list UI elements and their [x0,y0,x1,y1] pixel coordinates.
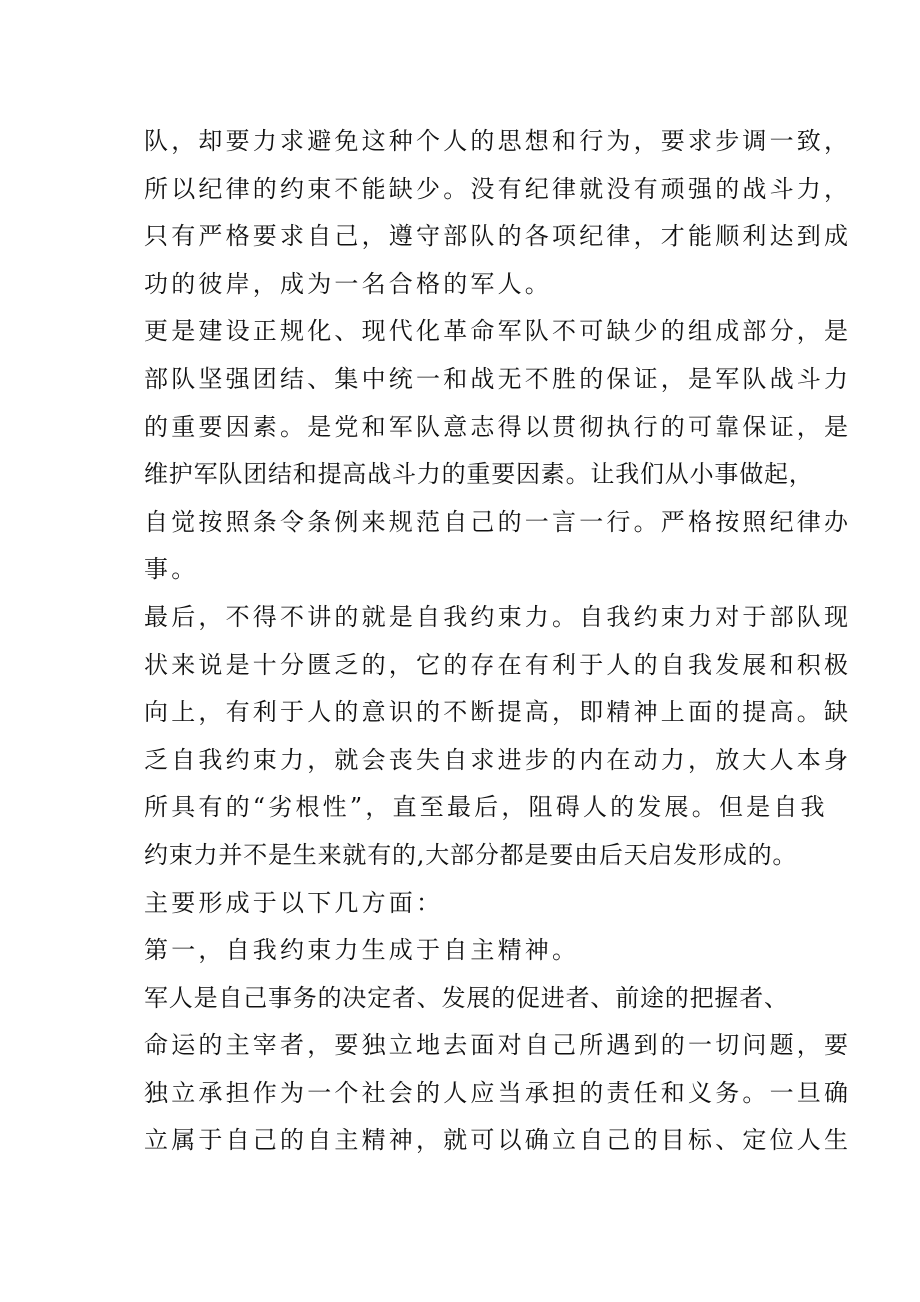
text-line: 向上，有利于人的意识的不断提高，即精神上面的提高。缺 [144,698,852,727]
text-line: 事。 [144,555,199,584]
text-line: 功的彼岸，成为一名合格的军人。 [144,269,552,298]
text-line: 命运的主宰者，要独立地去面对自己所遇到的一切问题，要 [144,1031,852,1060]
text-line: 第一，自我约束力生成于自主精神。 [144,936,580,965]
text-line: 部队坚强团结、集中统一和战无不胜的保证，是军队战斗力 [144,364,852,393]
text-line: 队，却要力求避免这种个人的思想和行为，要求步调一致， [144,127,852,155]
text-line: 约束力并不是生来就有的,大部分都是要由后天启发形成的。 [144,840,798,869]
text-line: 军人是自己事务的决定者、发展的促进者、前途的把握者、 [144,983,789,1012]
text-line: 所具有的“劣根性”，直至最后，阻碍人的发展。但是自我 [144,793,828,822]
text-line: 最后，不得不讲的就是自我约束力。自我约束力对于部队现 [144,602,852,631]
text-line: 更是建设正规化、现代化革命军队不可缺少的组成部分，是 [144,317,852,346]
text-line: 乏自我约束力，就会丧失自求进步的内在动力，放大人本身 [144,745,852,774]
text-line: 状来说是十分匮乏的，它的存在有利于人的自我发展和积极 [144,650,852,679]
text-line: 主要形成于以下几方面： [144,888,444,917]
text-line: 立属于自己的自主精神，就可以确立自己的目标、定位人生 [144,1126,852,1155]
text-line: 的重要因素。是党和军队意志得以贯彻执行的可靠保证，是 [144,412,852,441]
document-body [144,118,852,1165]
text-line: 所以纪律的约束不能缺少。没有纪律就没有顽强的战斗力， [144,174,852,203]
text-line: 独立承担作为一个社会的人应当承担的责任和义务。一旦确 [144,1078,852,1107]
text-line: 只有严格要求自己，遵守部队的各项纪律，才能顺利达到成 [144,222,852,251]
text-line: 自觉按照条令条例来规范自己的一言一行。严格按照纪律办 [144,507,852,536]
text-line: 维护军队团结和提高战斗力的重要因素。让我们从小事做起， [144,460,814,489]
